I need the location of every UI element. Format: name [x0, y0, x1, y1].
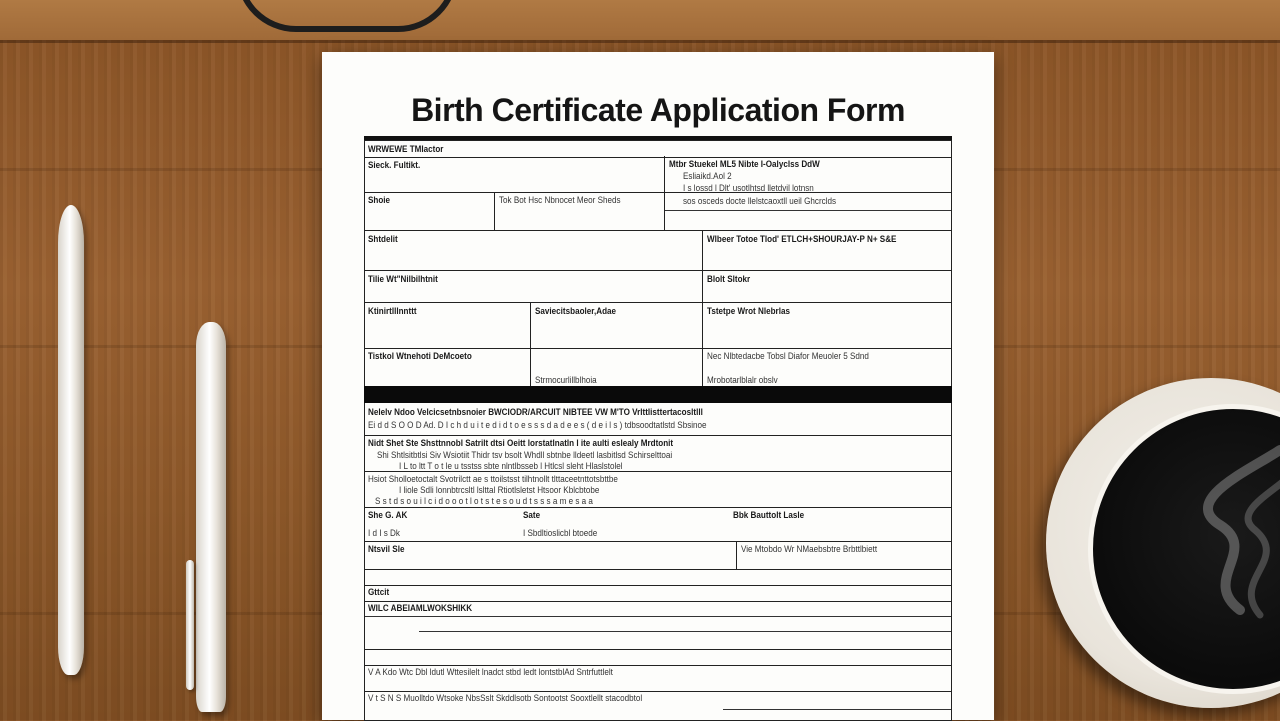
field-text: V A Kdo Wtc Dbl ldutl Wttesilelt lnadct stbd ledt lontstblAd Sntrfuttlelt [368, 667, 613, 677]
field-label: Shoie [368, 195, 391, 205]
form-row [364, 507, 952, 542]
form-row [364, 156, 952, 193]
form-row [364, 691, 952, 721]
field-text: I L to ltt T o t le u tsstss sbte nlntlbsseb l Htlcsl sleht Hlaslstolel [399, 461, 623, 471]
form-row [364, 569, 952, 586]
field-label: Sate [523, 510, 541, 520]
field-label: Sieck. Fultikt. [368, 160, 421, 170]
field-label: Ntsvil Sle [368, 544, 405, 554]
field-text: Ei d d S O O D Ad. D I c h d u i t e d i d t o e s s s d a d e e s ( d e i l s ) tdbsoodtatlstd Sbsinoe [368, 420, 707, 430]
field-text: S s t d s o u i l c i d o o o t l o t s t e s o u d t s s s a m e s a a [375, 496, 593, 506]
form-row [364, 585, 952, 602]
form-row [364, 649, 952, 666]
field-text: Esliaikd.Aol 2 [683, 171, 732, 181]
section-label: WRWEWE TMIactor [368, 144, 444, 154]
field-text: Strmocurlillblhoia [535, 375, 597, 385]
field-text: Mrobotarlblalr obslv [707, 375, 778, 385]
field-text: Tok Bot Hsc Nbnocet Meor Sheds [499, 195, 621, 205]
field-text: I s lossd l Dlt' usotlhtsd lletdvil lotnsn [683, 183, 814, 193]
field-label: Tstetpe Wrot Nlebrlas [707, 306, 790, 316]
field-label: Nidt Shet Ste Shsttnnobl Satrilt dtsi Oeitt lorstatlnatln l ite aulti eslealy Mrdtonit [368, 438, 674, 448]
desk-seam [0, 40, 1280, 43]
form-row [364, 348, 952, 387]
form-title: Birth Certificate Application Form [411, 92, 905, 128]
field-label: Bbk Bauttolt Lasle [733, 510, 805, 520]
application-form-paper [322, 52, 994, 720]
form-row [364, 601, 952, 650]
field-label: WILC ABEIAMLWOKSHIKK [368, 603, 473, 613]
field-text: Hsiot Sholloetoctalt Svotrilctt ae s ttoilstsst tilhtnollt tlttaceetnttotsbttbe [368, 474, 618, 484]
field-label: Wlbeer Totoe Tlod' ETLCH+SHOURJAY-P N+ S&E [707, 234, 897, 244]
field-text: Nec Nlbtedacbe Tobsl Diafor Meuoler 5 Sdnd [707, 351, 869, 361]
pen-clip [186, 560, 194, 690]
section-divider-bar [364, 386, 952, 403]
pen-right [196, 322, 226, 712]
field-label: She G. AK [368, 510, 408, 520]
field-text: I Sbdltioslicbl btoede [523, 528, 598, 538]
field-label: Blolt Sltokr [707, 274, 751, 284]
pen-left [58, 205, 84, 675]
field-label: Mtbr Stuekel ML5 Nibte I-Oalyclss DdW [669, 159, 820, 169]
field-label: Saviecitsbaoler,Adae [535, 306, 617, 316]
field-text: I liole Sdli lonnbtrcsltl lslttal Rtiotlsletst Htsoor Kblcbtobe [399, 485, 600, 495]
field-text: sos osceds docte llelstcaoxtll ueil Ghcrclds [683, 196, 837, 206]
field-text: Vie Mtobdo Wr NMaebsbtre Brbttlbiett [741, 544, 878, 554]
field-label: Ktinirtlllnnttt [368, 306, 417, 316]
form-row [364, 270, 952, 303]
steam [1160, 430, 1280, 620]
field-label: Gttcit [368, 587, 390, 597]
field-text: I d I s Dk [368, 528, 400, 538]
field-label: Shtdelit [368, 234, 398, 244]
field-text: Shi Shtlsitbtlsi Siv Wsiotiit Thidr tsv bsolt Whdll sbtnbe lldeetl lasbitlsd Schirselttoai [377, 450, 673, 460]
field-label: Tilie Wt"Nilbilhtnit [368, 274, 438, 284]
form-row [364, 230, 952, 271]
form-row [364, 302, 952, 349]
form-row [364, 541, 952, 570]
desk-plank-top [0, 0, 1280, 40]
field-text: V t S N S Muolltdo Wtsoke NbsSslt Skddlsotb Sontootst Sooxtlellt stacodbtol [368, 693, 643, 703]
form-row [364, 471, 952, 508]
form-grid [364, 136, 952, 720]
form-row [364, 403, 952, 436]
form-row [364, 665, 952, 692]
form-row [364, 192, 952, 231]
form-row [364, 435, 952, 472]
field-label: Nelelv Ndoo Velcicsetnbsnoier BWCIODR/ARCUIT NIBTEE VW M'TO Vrlttlisttertacosltlll [368, 407, 703, 417]
field-label: Tistkol Wtnehoti DeMcoeto [368, 351, 472, 361]
